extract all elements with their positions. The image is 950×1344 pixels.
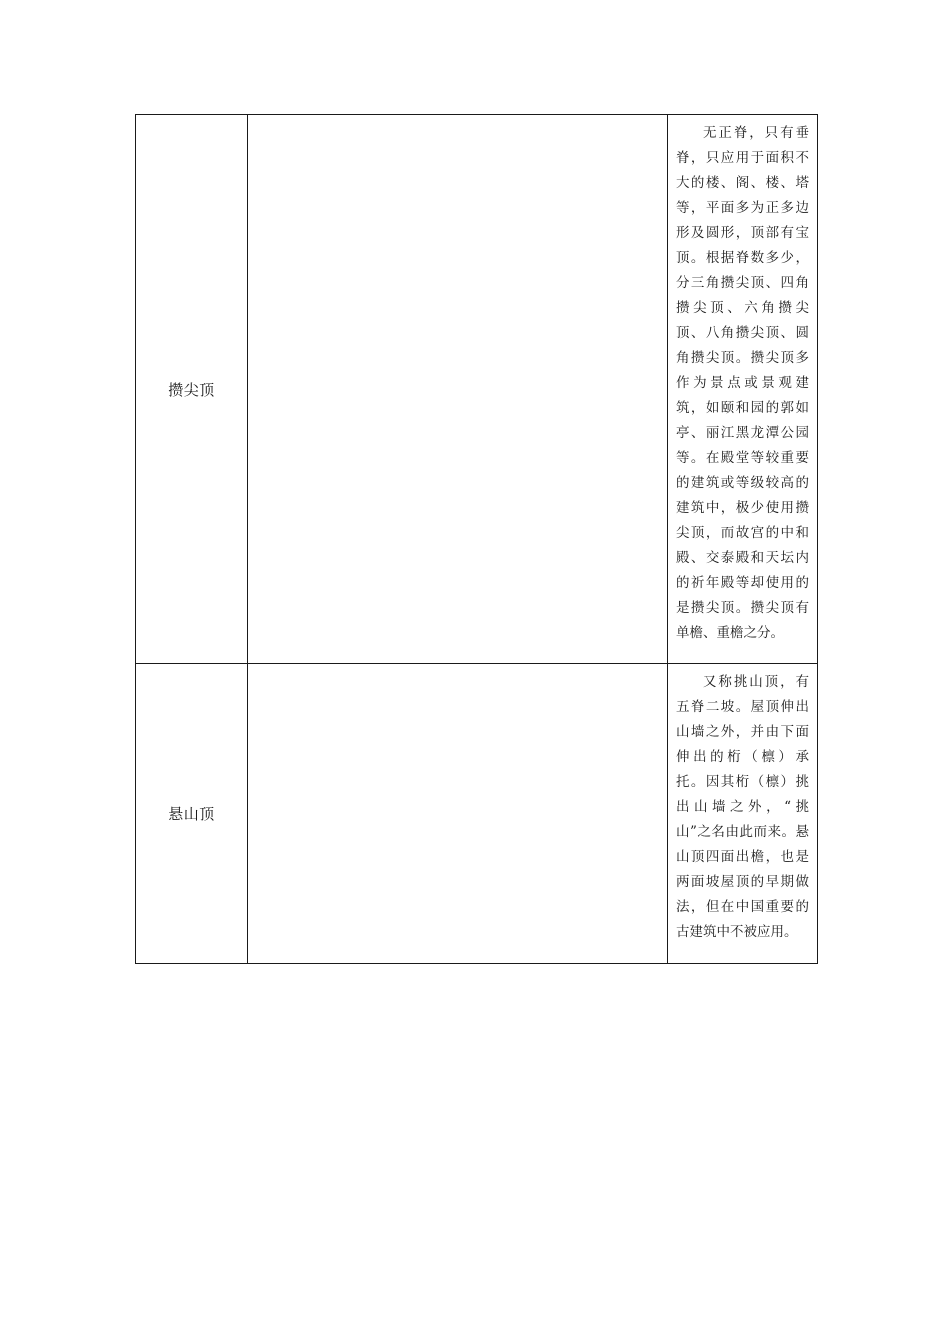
table-row <box>136 115 818 664</box>
roof-description-cell <box>668 115 818 664</box>
table-row <box>136 664 818 964</box>
roof-type-table <box>135 114 818 964</box>
roof-name-cell <box>136 115 248 664</box>
roof-description-cell <box>668 664 818 964</box>
roof-image-cell <box>248 115 668 664</box>
roof-image-cell <box>248 664 668 964</box>
roof-name: 悬山顶 <box>168 805 215 823</box>
roof-name: 攒尖顶 <box>168 380 215 399</box>
roof-name-cell <box>136 664 248 964</box>
roof-description: 又称挑山顶，有五脊二坡。屋顶伸出山墙之外，并由下面伸出的桁（檩）承托。因其桁（檩）挑出山墙之外，“挑山”之名由此而来。悬山顶四面出檐，也是两面坡屋顶的早期做法，但在中国重要的古建筑中不被应用。 <box>676 674 809 940</box>
roof-description: 无正脊，只有垂脊，只应用于面积不大的楼、阁、楼、塔等，平面多为正多边形及圆形，顶部有宝顶。根据脊数多少，分三角攒尖顶、四角攒尖顶、六角攒尖顶、八角攒尖顶、圆角攒尖顶。攒尖顶多作为景点或景观建筑，如颐和园的郭如亭、丽江黑龙潭公园等。在殿堂等较重要的建筑或等级较高的建筑中，极少使用攒尖顶，而故宫的中和殿、交泰殿和天坛内的祈年殿等却使用的是攒尖顶。攒尖顶有单檐、重檐之分。 <box>676 125 809 641</box>
